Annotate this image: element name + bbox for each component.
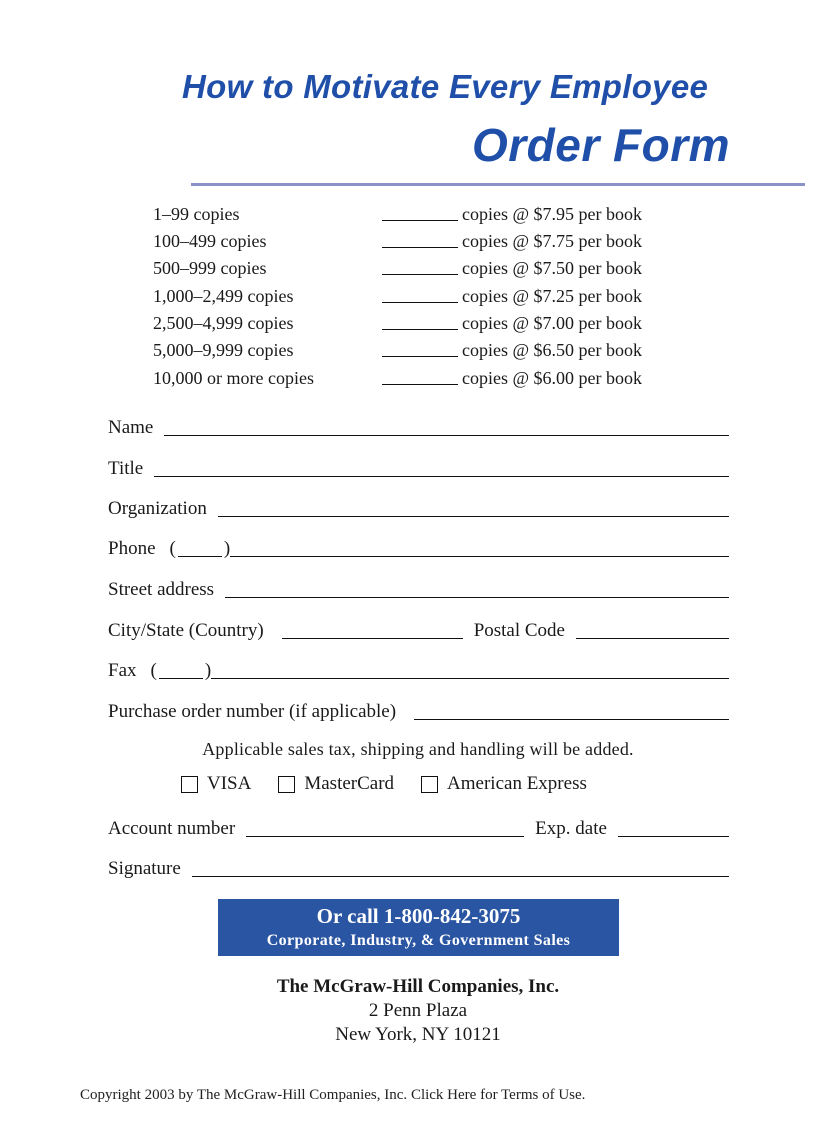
name-label: Name <box>108 417 154 438</box>
city-input[interactable] <box>282 632 463 639</box>
document-title: How to Motivate Every Employee <box>182 68 709 105</box>
payment-options <box>181 773 614 795</box>
account-field <box>108 813 729 841</box>
visa-checkbox[interactable] <box>181 776 198 793</box>
price-rate-label: copies @ $7.25 per book <box>462 286 643 306</box>
street-input[interactable] <box>225 591 729 598</box>
city-postal-field <box>108 615 729 643</box>
phone-area-code <box>170 537 231 561</box>
call-department: Corporate, Industry, & Government Sales <box>266 932 571 949</box>
price-qty-label: 2,500–4,999 copies <box>153 313 294 333</box>
price-qty-label: 500–999 copies <box>153 258 267 278</box>
phone-label: Phone <box>108 538 156 559</box>
signature-field <box>108 853 729 881</box>
copyright-footer <box>80 1087 585 1104</box>
po-input[interactable] <box>414 713 729 720</box>
fax-label: Fax <box>108 660 137 681</box>
account-input[interactable] <box>246 830 524 837</box>
price-qty-label: 5,000–9,999 copies <box>153 340 294 360</box>
order-form-heading: Order Form <box>471 119 730 171</box>
price-qty-label: 100–499 copies <box>153 231 267 251</box>
copyright-text: Copyright 2003 by The McGraw-Hill Companies, Inc. <box>80 1087 408 1103</box>
title-label: Title <box>108 458 144 479</box>
organization-field <box>108 493 729 521</box>
paren-close: ) <box>204 660 212 681</box>
copies-blank[interactable] <box>382 384 458 385</box>
paren-close: ) <box>223 538 231 559</box>
copies-blank[interactable] <box>382 356 458 357</box>
amex-option[interactable] <box>421 773 587 795</box>
signature-input[interactable] <box>192 870 729 877</box>
copies-blank[interactable] <box>382 247 458 248</box>
copies-blank[interactable] <box>382 329 458 330</box>
mastercard-option[interactable] <box>278 773 394 795</box>
fax-area-code <box>151 659 212 683</box>
title-divider <box>191 183 805 186</box>
price-rate-label: copies @ $7.00 per book <box>462 313 643 333</box>
visa-label: VISA <box>207 773 252 794</box>
tax-note: Applicable sales tax, shipping and handling will be added. <box>202 739 634 759</box>
copies-blank[interactable] <box>382 274 458 275</box>
company-address <box>0 975 816 1047</box>
phone-field <box>108 533 729 561</box>
mastercard-label: MasterCard <box>304 773 395 794</box>
city-label: City/State (Country) <box>108 620 264 641</box>
street-field <box>108 574 729 602</box>
price-qty-label: 1–99 copies <box>153 204 240 224</box>
fax-field <box>108 655 729 683</box>
signature-label: Signature <box>108 858 181 879</box>
organization-label: Organization <box>108 498 207 519</box>
fax-input[interactable] <box>211 672 729 679</box>
phone-area-code-input[interactable] <box>178 550 222 557</box>
exp-label: Exp. date <box>535 818 607 839</box>
postal-label: Postal Code <box>473 620 565 641</box>
company-name: The McGraw-Hill Companies, Inc. <box>276 976 560 997</box>
address-line-2: New York, NY 10121 <box>335 1024 501 1045</box>
name-field <box>108 412 729 440</box>
visa-option[interactable] <box>181 773 251 795</box>
paren-open: ( <box>150 660 157 681</box>
title-field <box>108 453 729 481</box>
copies-blank[interactable] <box>382 302 458 303</box>
title-input[interactable] <box>154 470 729 477</box>
price-rate-label: copies @ $6.50 per book <box>462 340 643 360</box>
terms-of-use-link[interactable]: Click Here for Terms of Use. <box>410 1087 586 1103</box>
copies-blank[interactable] <box>382 220 458 221</box>
address-line-1: 2 Penn Plaza <box>368 1000 468 1021</box>
price-rate-label: copies @ $7.50 per book <box>462 258 643 278</box>
phone-input[interactable] <box>230 550 729 557</box>
exp-input[interactable] <box>618 830 729 837</box>
price-rate-label: copies @ $6.00 per book <box>462 368 643 388</box>
organization-input[interactable] <box>218 510 729 517</box>
postal-input[interactable] <box>576 632 729 639</box>
price-rate-label: copies @ $7.95 per book <box>462 204 643 224</box>
name-input[interactable] <box>164 429 729 436</box>
po-field <box>108 696 729 724</box>
street-label: Street address <box>108 579 215 600</box>
amex-checkbox[interactable] <box>421 776 438 793</box>
amex-label: American Express <box>447 773 587 794</box>
fax-area-code-input[interactable] <box>159 672 203 679</box>
mastercard-checkbox[interactable] <box>278 776 295 793</box>
call-banner <box>218 899 619 956</box>
account-label: Account number <box>108 818 236 839</box>
price-qty-label: 1,000–2,499 copies <box>153 286 294 306</box>
price-rate-label: copies @ $7.75 per book <box>462 231 643 251</box>
call-phone: Or call 1-800-842-3075 <box>316 904 521 928</box>
price-qty-label: 10,000 or more copies <box>153 368 314 388</box>
po-label: Purchase order number (if applicable) <box>108 701 397 722</box>
paren-open: ( <box>169 538 176 559</box>
